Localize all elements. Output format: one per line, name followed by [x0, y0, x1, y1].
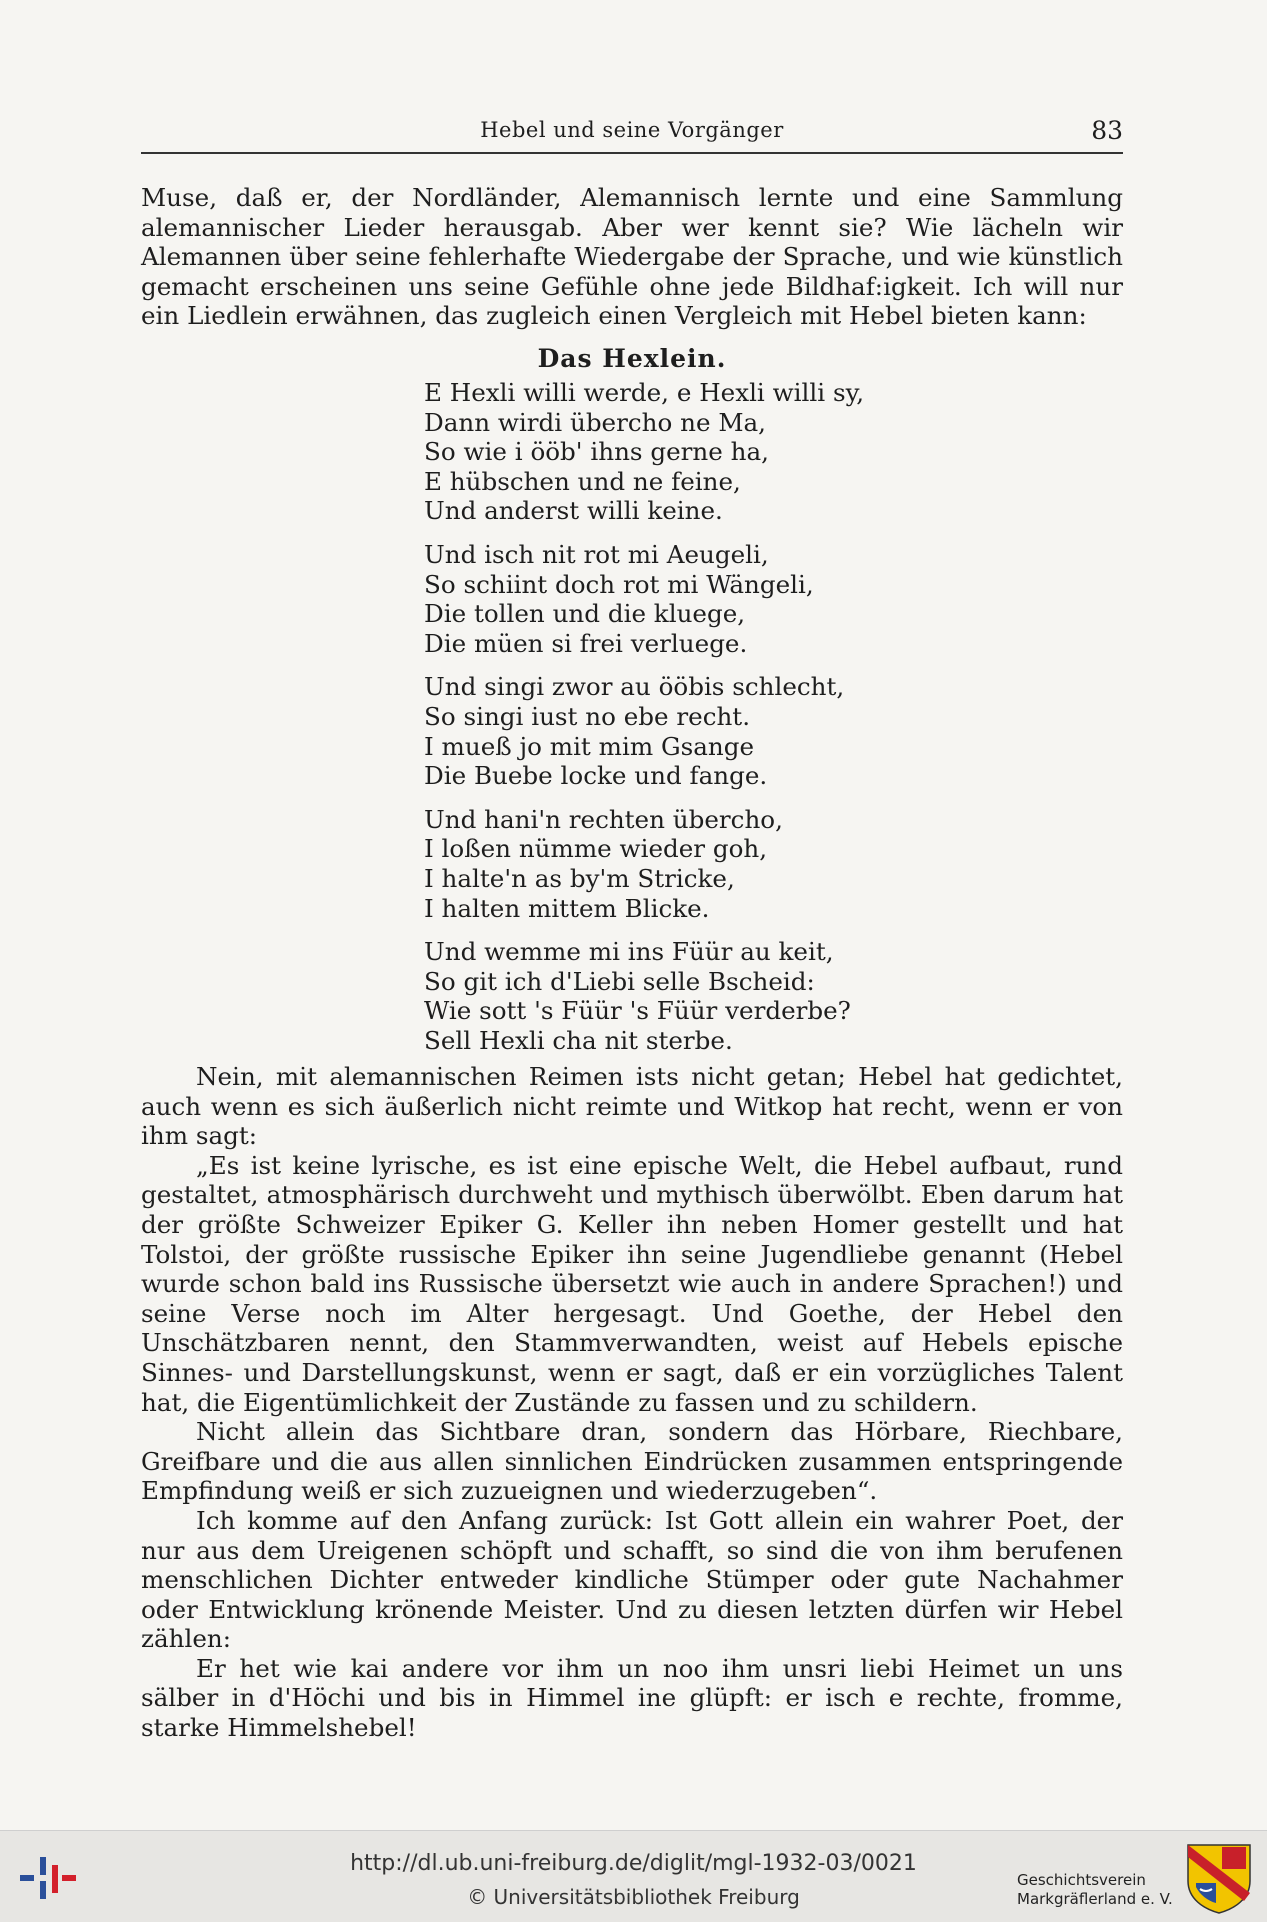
- society-name-line2: Markgräflerland e. V.: [1017, 1890, 1173, 1908]
- society-name: [1017, 1871, 1173, 1909]
- poem-title: Das Hexlein.: [537, 344, 727, 373]
- poem-line: I loßen nümme wieder goh,: [424, 834, 768, 864]
- poem-line: Und singi zwor au ööbis schlecht,: [424, 672, 845, 702]
- poem-line: I mueß jo mit mim Gsange: [424, 731, 755, 761]
- poem-line: So wie i ööb' ihns gerne ha,: [424, 437, 769, 467]
- quote-paragraph: Nicht allein das Sichtbare dran, sondern das Hörbare, Riechbare, Greifbare und die aus allen sinnlichen Eindrücken zusammen entspringende Empfindung weiß er sich zuzueignen und wiederzugeben“.: [141, 1417, 1123, 1506]
- coat-of-arms-icon: [1186, 1843, 1252, 1915]
- permalink-url[interactable]: http://dl.ub.uni-freiburg.de/diglit/mgl-1932-03/0021: [350, 1851, 917, 1876]
- poem-stanza: [424, 672, 864, 790]
- poem-line: E Hexli willi werde, e Hexli willi sy,: [424, 378, 865, 407]
- poem-line: Wie sott 's Füür 's Füür verderbe?: [424, 996, 851, 1026]
- paragraph: Nein, mit alemannischen Reimen ists nicht getan; Hebel hat gedichtet, auch wenn es sich äußerlich nicht reimte und Witkop hat recht, wenn er von ihm sagt:: [141, 1062, 1123, 1151]
- poem-line: So singi iust no ebe recht.: [424, 701, 751, 731]
- poem: [424, 378, 864, 1069]
- copyright-notice: © Universitätsbibliothek Freiburg: [467, 1885, 800, 1909]
- poem-line: So git ich d'Liebi selle Bscheid:: [424, 966, 815, 996]
- poem-line: So schiint doch rot mi Wängeli,: [424, 569, 814, 599]
- dialect-paragraph: Er het wie kai andere vor ihm un noo ihm unsri liebi Heimet un uns sälber in d'Höchi und bis in Himmel ine glüpft: er isch e rechte, fromme, starke Himmelshebel!: [141, 1653, 1123, 1743]
- poem-stanza: [424, 378, 864, 526]
- poem-line: Dann wirdi übercho ne Ma,: [424, 407, 766, 437]
- poem-line: Und hani'n rechten übercho,: [424, 804, 783, 834]
- running-title: Hebel und seine Vorgänger: [480, 118, 784, 142]
- quote-paragraph: „Es ist keine lyrische, es ist eine epische Welt, die Hebel aufbaut, rund gestaltet, atmosphärisch durchweht und mythisch überwölbt. Eben darum hat der größte Schweizer Epiker G. Keller ihn neben Homer gestellt und hat Tolstoi, der größte russische Epiker ihn seine Jugendliebe genannt (Hebel wurde schon bald ins Russische übersetzt wie auch in andere Sprachen!) und seine Verse noch im Alter hergesagt. Und Goethe, der Hebel den Unschätzbaren nennt, den Stammverwandten, weist auf Hebels epische Sinnes- und Darstellungskunst, wenn er sagt, daß er ein vorzügliches Talent hat, die Eigentümlichkeit der Zustände zu fassen und zu schildern.: [141, 1150, 1123, 1417]
- poem-line: Die müen si frei verluege.: [424, 628, 748, 658]
- poem-stanza: [424, 937, 864, 1055]
- poem-line: Und isch nit rot mi Aeugeli,: [424, 539, 769, 569]
- society-name-line1: Geschichtsverein: [1017, 1871, 1146, 1889]
- poem-stanza: [424, 540, 864, 658]
- paragraph: Ich komme auf den Anfang zurück: Ist Gott allein ein wahrer Poet, der nur aus dem Ureigenen schöpft und schafft, so sind die von ihm berufenen menschlichen Dichter entweder kindliche Stümper oder gute Nachahmer oder Entwicklung krönende Meister. Und zu diesen letzten dürfen wir Hebel zählen:: [141, 1505, 1123, 1654]
- running-head: [141, 118, 1123, 154]
- outro-paragraph-block: [141, 1062, 1123, 1743]
- intro-paragraph: Muse, daß er, der Nordländer, Alemannisch lernte und eine Sammlung alemannischer Lieder herausgab. Aber wer kennt sie? Wie lächeln wir Alemannen über seine fehlerhafte Wiedergabe der Sprache, und wie künstlich gemacht erscheinen uns seine Gefühle ohne jede Bildhaf:igkeit. Ich will nur ein Liedlein erwähnen, das zugleich einen Vergleich mit Hebel bieten kann:: [141, 183, 1123, 331]
- poem-stanza: [424, 805, 864, 923]
- intro-paragraph-block: [141, 183, 1123, 331]
- poem-line: Und wemme mi ins Füür au keit,: [424, 937, 834, 967]
- poem-line: Die tollen und die kluege,: [424, 599, 746, 629]
- poem-line: Die Buebe locke und fange.: [424, 761, 768, 791]
- poem-line: E hübschen und ne feine,: [424, 466, 741, 496]
- poem-line: I halte'n as by'm Stricke,: [424, 863, 735, 893]
- viewer-footer: [0, 1830, 1267, 1922]
- poem-line: I halten mittem Blicke.: [424, 893, 710, 923]
- page-number: 83: [1091, 116, 1123, 145]
- poem-line: Sell Hexli cha nit sterbe.: [424, 1025, 733, 1055]
- poem-line: Und anderst willi keine.: [424, 496, 723, 526]
